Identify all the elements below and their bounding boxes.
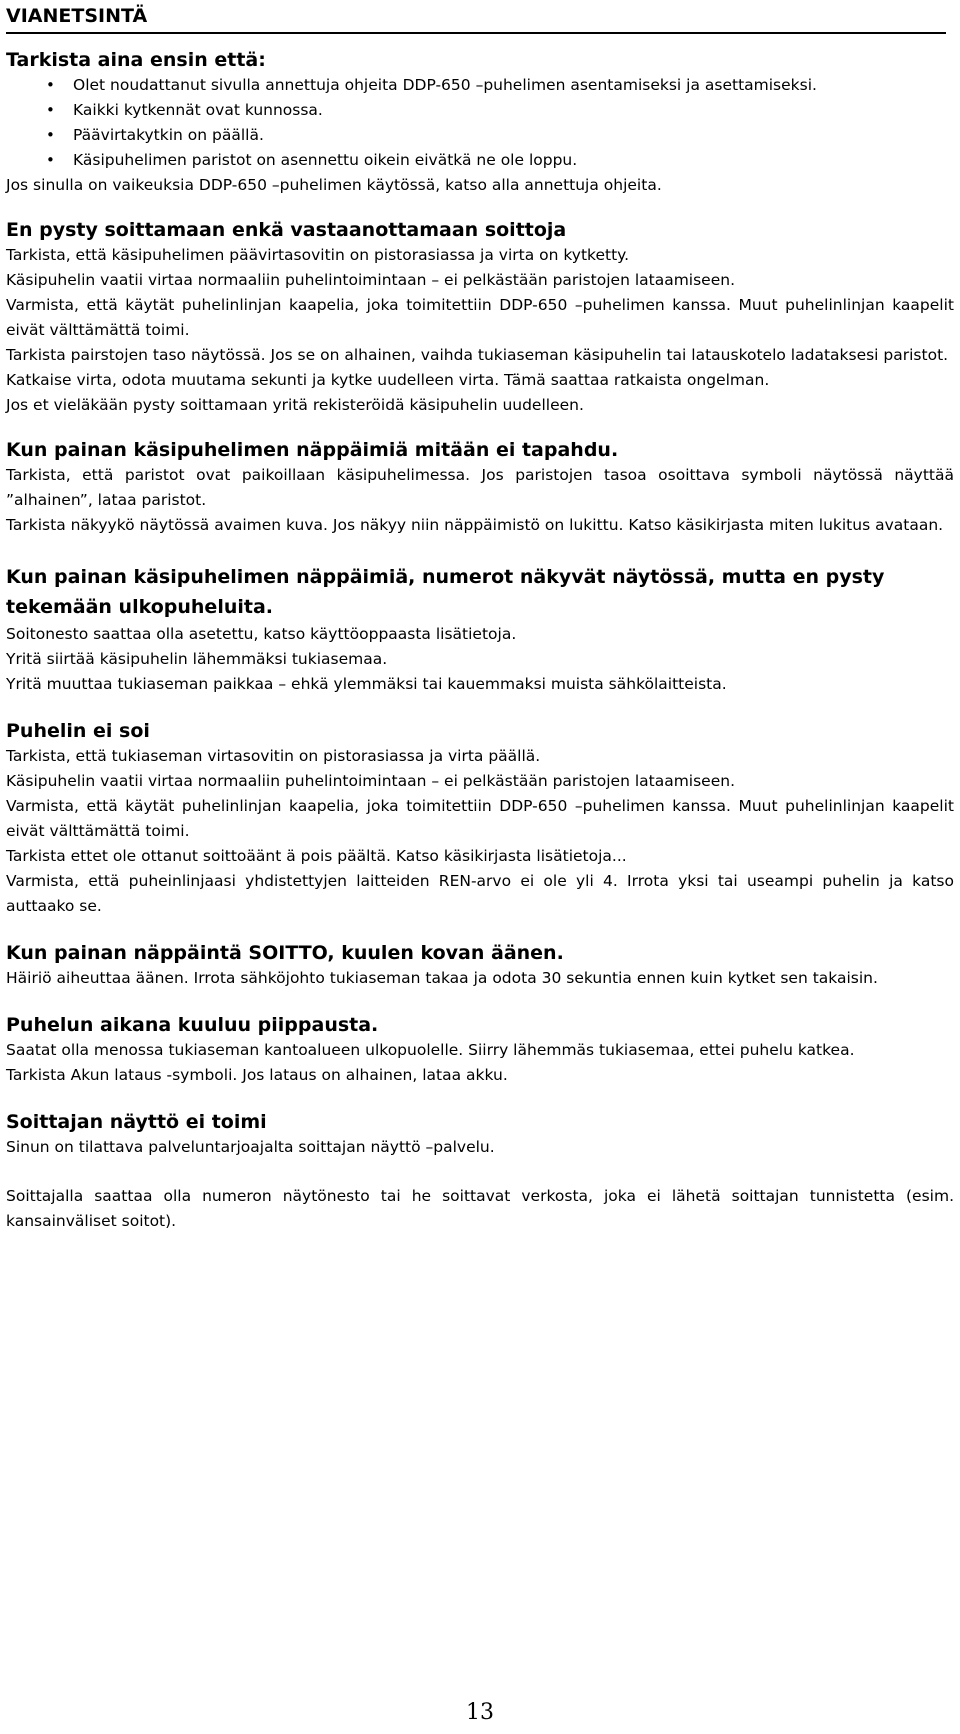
checklist-item: • Olet noudattanut sivulla annettuja ohjeita DDP-650 –puhelimen asentamiseksi ja asettamiseksi. <box>73 73 954 98</box>
paragraph: Varmista, että käytät puhelinlinjan kaapelia, joka toimitettiin DDP-650 –puhelimen kanssa. Muut puhelinlinjan kaapelit eivät välttämättä toimi. <box>6 797 954 840</box>
paragraph: Jos et vieläkään pysty soittamaan yritä rekisteröidä käsipuhelin uudelleen. <box>6 396 584 414</box>
section-heading-beeping: Puhelun aikana kuuluu piippausta. <box>6 1014 379 1036</box>
checklist-item: • Käsipuhelimen paristot on asennettu oikein eivätkä ne ole loppu. <box>73 148 954 173</box>
section-heading-keys-no-response: Kun painan käsipuhelimen näppäimiä mitään ei tapahdu. <box>6 439 619 461</box>
section-heading-loud-noise: Kun painan näppäintä SOITTO, kuulen kovan äänen. <box>6 942 564 964</box>
document-page <box>6 0 954 1234</box>
paragraph: Sinun on tilattava palveluntarjoajalta soittajan näyttö –palvelu. <box>6 1138 495 1156</box>
checklist-item: • Päävirtakytkin on päällä. <box>73 123 954 148</box>
paragraph: Soittajalla saattaa olla numeron näytönesto tai he soittavat verkosta, joka ei lähetä soittajan tunnistetta (esim. kansainväliset soitot). <box>6 1187 954 1230</box>
paragraph: Varmista, että puheinlinjaasi yhdistettyjen laitteiden REN-arvo ei ole yli 4. Irrota yksi tai useampi puhelin ja katso auttaako se. <box>6 872 954 915</box>
section-heading-phone-does-not-ring: Puhelin ei soi <box>6 720 150 742</box>
intro-note: Jos sinulla on vaikeuksia DDP-650 –puhelimen käytössä, katso alla annettuja ohjeita. <box>6 176 662 194</box>
paragraph: Tarkista pairstojen taso näytössä. Jos se on alhainen, vaihda tukiaseman käsipuhelin tai latauskotelo ladataksesi paristot. <box>6 346 949 364</box>
section-heading-no-calls: En pysty soittamaan enkä vastaanottamaan soittoja <box>6 219 567 241</box>
paragraph: Yritä siirtää käsipuhelin lähemmäksi tukiasemaa. <box>6 650 388 668</box>
paragraph: Tarkista ettet ole ottanut soittoäänt ä pois päältä. Katso käsikirjasta lisätietoja... <box>6 847 627 865</box>
intro-heading: Tarkista aina ensin että: <box>6 49 266 71</box>
checklist <box>6 73 954 173</box>
paragraph: Tarkista näkyykö näytössä avaimen kuva. Jos näkyy niin näppäimistö on lukittu. Katso käsikirjasta miten lukitus avataan. <box>6 516 944 534</box>
paragraph: Yritä muuttaa tukiaseman paikkaa – ehkä ylemmäksi tai kauemmaksi muista sähkölaitteista. <box>6 675 727 693</box>
paragraph: Saatat olla menossa tukiaseman kantoalueen ulkopuolelle. Siirry lähemmäs tukiasemaa, ettei puhelu katkea. <box>6 1041 855 1059</box>
paragraph: Varmista, että käytät puhelinlinjan kaapelia, joka toimitettiin DDP-650 –puhelimen kanssa. Muut puhelinlinjan kaapelit eivät välttämättä toimi. <box>6 296 954 339</box>
paragraph: Katkaise virta, odota muutama sekunti ja kytke uudelleen virta. Tämä saattaa ratkaista ongelman. <box>6 371 770 389</box>
page-number: 13 <box>466 1700 494 1725</box>
page-title: VIANETSINTÄ <box>6 5 148 27</box>
paragraph: Käsipuhelin vaatii virtaa normaaliin puhelintoimintaan – ei pelkästään paristojen lataamiseen. <box>6 772 736 790</box>
paragraph: Tarkista, että paristot ovat paikoillaan käsipuhelimessa. Jos paristojen tasoa osoittava symboli näytössä näyttää ”alhainen”, lataa paristot. <box>6 466 954 509</box>
paragraph: Tarkista, että tukiaseman virtasovitin on pistorasiassa ja virta päällä. <box>6 747 541 765</box>
section-heading-no-outgoing-calls: Kun painan käsipuhelimen näppäimiä, numerot näkyvät näytössä, mutta en pysty tekemään ulkopuheluita. <box>6 566 885 618</box>
section-heading-caller-id: Soittajan näyttö ei toimi <box>6 1111 267 1133</box>
paragraph: Käsipuhelin vaatii virtaa normaaliin puhelintoimintaan – ei pelkästään paristojen lataamiseen. <box>6 271 736 289</box>
paragraph: Soitonesto saattaa olla asetettu, katso käyttöoppaasta lisätietoja. <box>6 625 517 643</box>
paragraph: Tarkista Akun lataus -symboli. Jos lataus on alhainen, lataa akku. <box>6 1066 508 1084</box>
checklist-item: • Kaikki kytkennät ovat kunnossa. <box>73 98 954 123</box>
paragraph: Häiriö aiheuttaa äänen. Irrota sähköjohto tukiaseman takaa ja odota 30 sekuntia ennen kuin kytket sen takaisin. <box>6 969 878 987</box>
paragraph: Tarkista, että käsipuhelimen päävirtasovitin on pistorasiassa ja virta on kytketty. <box>6 246 630 264</box>
